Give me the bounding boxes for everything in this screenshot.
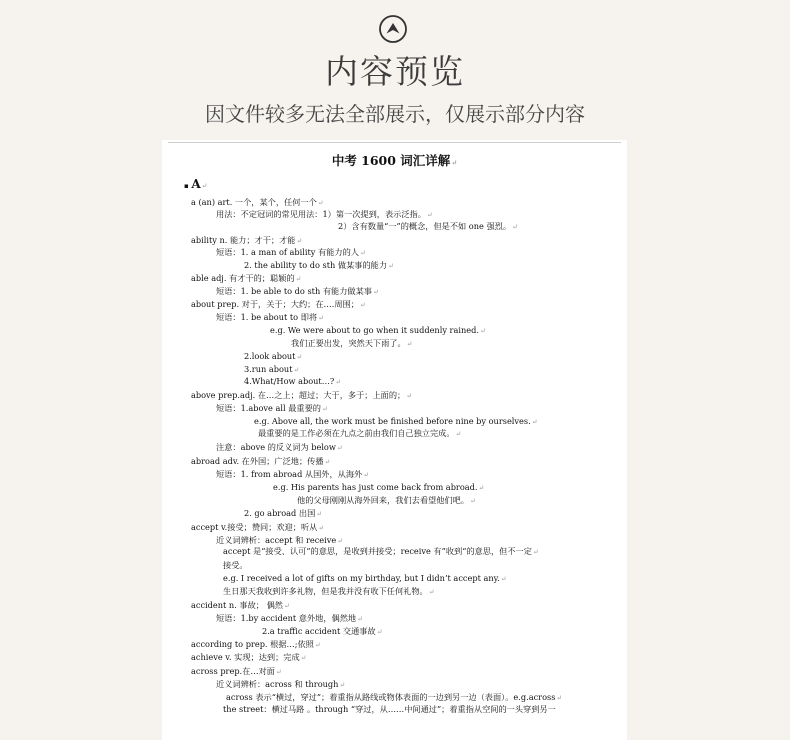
document-line-text: according to prep. 根据…;依照 xyxy=(191,639,314,649)
paragraph-mark-icon: ↵ xyxy=(339,681,346,689)
document-line xyxy=(262,626,383,638)
document-line-text: 4.What/How about…? xyxy=(244,376,335,386)
document-line-text: 2.look about xyxy=(244,351,296,361)
paragraph-mark-icon: ↵ xyxy=(337,537,344,545)
document-line xyxy=(223,573,507,585)
document-line-text: accept 是“接受、认可”的意思，是收到并接受；receive 有”收到“的意思，但不一定 xyxy=(223,546,532,556)
paragraph-mark-icon: ↵ xyxy=(296,353,303,361)
document-line xyxy=(223,586,435,598)
document-line-text: across prep.在…对面 xyxy=(191,666,275,676)
paragraph-mark-icon: ↵ xyxy=(428,588,435,596)
document-line xyxy=(273,482,484,494)
document-line xyxy=(191,197,324,209)
document-line xyxy=(191,666,282,678)
document-line xyxy=(244,376,341,388)
document-line xyxy=(291,338,413,350)
document-line xyxy=(223,704,556,715)
document-line xyxy=(191,522,324,534)
paragraph-mark-icon: ↵ xyxy=(531,418,538,426)
document-line-text: 短语：1. from abroad 从国外，从海外 xyxy=(216,469,363,479)
document-line xyxy=(270,325,486,337)
document-line-text: e.g. We were about to go when it suddenly rained. xyxy=(270,325,479,335)
paragraph-mark-icon: ↵ xyxy=(479,327,486,335)
document-line-text: able adj. 有才干的；聪颖的 xyxy=(191,273,295,283)
chevron-up-circle-icon xyxy=(378,14,408,44)
paragraph-mark-icon: ↵ xyxy=(317,199,324,207)
document-line xyxy=(244,364,299,376)
document-line xyxy=(244,351,302,363)
document-line xyxy=(216,469,369,481)
paragraph-mark-icon: ↵ xyxy=(359,301,366,309)
document-line-text: accident n. 事故； 偶然 xyxy=(191,600,283,610)
document-line-text: ability n. 能力；才干；才能 xyxy=(191,235,296,245)
document-line-text: 最重要的是工作必须在九点之前由我们自己独立完成。 xyxy=(258,428,455,438)
paragraph-mark-icon: ↵ xyxy=(406,392,413,400)
paragraph-mark-icon: ↵ xyxy=(336,444,343,452)
document-line xyxy=(297,495,476,507)
paragraph-mark-icon: ↵ xyxy=(532,548,539,556)
document-line xyxy=(216,403,328,415)
paragraph-mark-icon: ↵ xyxy=(296,237,303,245)
document-line-text: 短语：1.above all 最重要的 xyxy=(216,403,321,413)
section-letter: A xyxy=(191,177,201,191)
document-line-text: 生日那天我收到许多礼物，但是我并没有收下任何礼物。 xyxy=(223,586,428,596)
document-line-text: above prep.adj. 在…之上；超过；大于，多于；上面的； xyxy=(191,390,406,400)
paragraph-mark-icon: ↵ xyxy=(324,458,331,466)
document-line-text: 近义词辨析：accept 和 receive xyxy=(216,535,337,545)
paragraph-mark-icon: ↵ xyxy=(556,694,563,702)
document-line-text: 注意：above 的反义词为 below xyxy=(216,442,336,452)
paragraph-mark-icon: ↵ xyxy=(318,314,324,322)
paragraph-mark-icon: ↵ xyxy=(363,471,370,479)
document-line xyxy=(216,286,379,298)
document-line-text: abroad adv. 在外国；广泛地；传播 xyxy=(191,456,324,466)
document-line xyxy=(216,679,345,691)
document-line-text: 近义词辨析：across 和 through xyxy=(216,679,339,689)
page-subtitle: 因文件较多无法全部展示，仅展示部分内容 xyxy=(205,102,585,126)
paragraph-mark-icon: ↵ xyxy=(275,668,282,676)
document-line-text: 2. the ability to do sth 做某事的能力 xyxy=(244,260,388,270)
paragraph-mark-icon: ↵ xyxy=(426,211,433,219)
document-line-text: 用法：不定冠词的常见用法：1）第一次提到，表示泛指。 xyxy=(216,209,426,219)
document-line xyxy=(216,442,343,454)
paragraph-mark-icon: ↵ xyxy=(388,262,394,270)
document-line xyxy=(216,247,366,259)
paragraph-mark-icon: ↵ xyxy=(478,484,485,492)
document-line-text: the street：横过马路 。through “穿过，从……中间通过”；着重指从空间的一头穿到另一 xyxy=(223,704,556,714)
paragraph-mark-icon: ↵ xyxy=(321,405,328,413)
document-line-text: across 表示“横过，穿过”；着重指从路线或物体表面的一边到另一边（表面）。e.g.across xyxy=(226,692,556,702)
document-line xyxy=(223,560,248,571)
document-line xyxy=(254,416,538,428)
paragraph-mark-icon: ↵ xyxy=(300,654,307,662)
paragraph-mark-icon: ↵ xyxy=(314,641,321,649)
document-line xyxy=(191,639,321,651)
section-bullet: ▪ xyxy=(184,182,189,190)
document-line-text: 2）含有数量“一”的概念，但是不如 one 强烈。 xyxy=(338,221,512,231)
document-line-text: 短语：1.by accident 意外地，偶然地 xyxy=(216,613,357,623)
divider xyxy=(168,142,621,143)
document-line xyxy=(226,692,562,704)
document-line-text: achieve v. 实现；达到；完成 xyxy=(191,652,300,662)
document-line xyxy=(191,299,366,311)
paragraph-mark-icon: ↵ xyxy=(357,615,363,623)
document-title-text: 中考 1600 词汇详解 xyxy=(331,153,451,168)
document-line-text: 2.a traffic accident 交通事故 xyxy=(262,626,376,636)
paragraph-mark-icon: ↵ xyxy=(293,366,300,374)
paragraph-mark-icon: ↵ xyxy=(316,510,323,518)
document-line xyxy=(191,273,301,285)
paragraph-mark-icon: ↵ xyxy=(376,628,383,636)
document-line-text: 他的父母刚刚从海外回来，我们去看望他们吧。 xyxy=(297,495,469,505)
document-line xyxy=(191,235,302,247)
document-line xyxy=(191,600,290,612)
document-line-text: e.g. His parents has just come back from abroad. xyxy=(273,482,478,492)
paragraph-mark-icon: ↵ xyxy=(455,430,462,438)
document-line-text: e.g. I received a lot of gifts on my birthday, but I didn’t accept any. xyxy=(223,573,500,583)
document-preview xyxy=(162,140,627,740)
document-line xyxy=(216,613,363,625)
paragraph-mark-icon: ↵ xyxy=(335,378,342,386)
document-line xyxy=(191,456,330,468)
paragraph-mark-icon: ↵ xyxy=(512,223,518,231)
paragraph-mark-icon: ↵ xyxy=(283,602,290,610)
page-title: 内容预览 xyxy=(325,52,465,91)
document-line-text: 短语：1. a man of ability 有能力的人 xyxy=(216,247,359,257)
paragraph-mark-icon: ↵ xyxy=(500,575,507,583)
document-line-text: accept v.接受；赞同；欢迎；听从 xyxy=(191,522,318,532)
paragraph-mark-icon: ↵ xyxy=(359,249,366,257)
document-line-text: 短语：1. be about to 即将 xyxy=(216,312,318,322)
document-line xyxy=(244,508,322,520)
paragraph-mark-icon: ↵ xyxy=(469,497,476,505)
paragraph-mark-icon: ↵ xyxy=(295,275,302,283)
document-line-text: 3.run about xyxy=(244,364,293,374)
document-line xyxy=(216,209,433,221)
document-line xyxy=(244,260,394,272)
document-line-text: 2. go abroad 出国 xyxy=(244,508,316,518)
document-line xyxy=(191,652,307,664)
document-line-text: 接受。 xyxy=(223,560,248,570)
document-line xyxy=(216,312,324,324)
document-line xyxy=(338,221,518,233)
document-title: 中考 1600 词汇详解↵ xyxy=(331,153,458,168)
document-line xyxy=(258,428,461,440)
section-heading: ▪ A↵ xyxy=(184,177,208,191)
paragraph-mark-icon: ↵ xyxy=(318,524,325,532)
paragraph-mark-icon: ↵ xyxy=(372,288,379,296)
document-line-text: about prep. 对于，关于；大约；在….周围； xyxy=(191,299,359,309)
document-line-text: 短语：1. be able to do sth 有能力做某事 xyxy=(216,286,372,296)
document-line xyxy=(223,546,539,558)
document-line-text: 我们正要出发，突然天下雨了。 xyxy=(291,338,406,348)
document-line-text: a (an) art. 一个，某个，任何一个 xyxy=(191,197,317,207)
document-line-text: e.g. Above all, the work must be finished before nine by ourselves. xyxy=(254,416,531,426)
document-line xyxy=(191,390,412,402)
paragraph-mark-icon: ↵ xyxy=(406,340,413,348)
